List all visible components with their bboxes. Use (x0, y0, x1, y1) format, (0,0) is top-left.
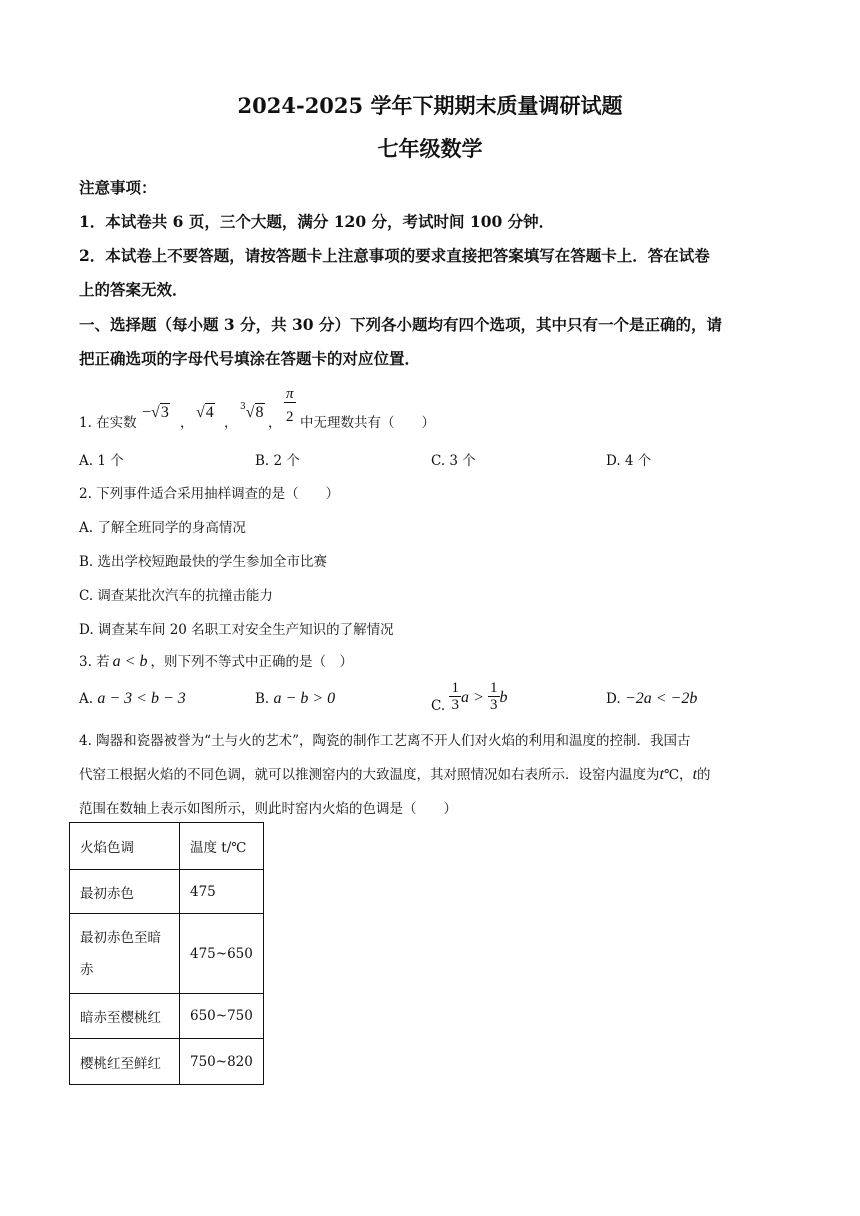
table-row (70, 1039, 264, 1085)
expr-cbrt8: $^3$√8 (240, 401, 264, 421)
table-cell: 最初赤色至暗赤 (70, 914, 180, 994)
q2-option-c: C. 调查某批次汽车的抗撞击能力 (79, 588, 273, 604)
q1-option-b: B. 2 个 (255, 453, 300, 469)
q2-option-b: B. 选出学校短跑最快的学生参加全市比赛 (79, 554, 328, 570)
table-cell: 475 (180, 870, 264, 914)
table-row (70, 914, 264, 994)
section-1-heading-line2: 把正确选项的字母代号填涂在答题卡的对应位置． (79, 349, 421, 368)
notice-heading: 注意事项： (79, 178, 157, 197)
flame-temperature-table (69, 822, 264, 1085)
q3-option-b: B. a − b > 0 (255, 690, 336, 707)
q1-option-a: A. 1 个 (79, 453, 124, 469)
table-cell: 650~750 (180, 994, 264, 1039)
notice-item-2-line1: 2．本试卷上不要答题，请按答题卡上注意事项的要求直接把答案填写在答题卡上．答在试卷 (79, 246, 710, 265)
section-1-heading-line1: 一、选择题（每小题 3 分，共 30 分）下列各小题均有四个选项，其中只有一个是正确的，请 (79, 315, 722, 334)
question-2-stem: 2. 下列事件适合采用抽样调查的是（ ） (79, 486, 340, 502)
table-header-cell: 温度 t/℃ (180, 823, 264, 870)
notice-item-1: 1．本试卷共 6 页，三个大题，满分 120 分，考试时间 100 分钟． (79, 212, 555, 231)
table-header-row (70, 823, 264, 870)
table-cell: 暗赤至樱桃红 (70, 994, 180, 1039)
table-row (70, 994, 264, 1039)
q3-option-d: D. −2a < −2b (606, 690, 698, 707)
q3-option-a: A. a − 3 < b − 3 (79, 690, 186, 707)
q1-option-d: D. 4 个 (606, 453, 652, 469)
q2-option-d: D. 调查某车间 20 名职工对安全生产知识的了解情况 (79, 622, 394, 638)
page-subtitle: 七年级数学 (377, 136, 483, 161)
table-cell: 750~820 (180, 1039, 264, 1085)
table-row (70, 870, 264, 914)
page-title: 2024-2025 学年下期期末质量调研试题 (237, 93, 623, 118)
table-cell: 樱桃红至鲜红 (70, 1039, 180, 1085)
question-4-line3: 范围在数轴上表示如图所示，则此时窑内火焰的色调是（ ） (79, 801, 457, 817)
question-4-line1: 4. 陶器和瓷器被誉为“土与火的艺术”，陶瓷的制作工艺离不开人们对火焰的利用和温度的控制．我国古 (79, 733, 691, 749)
q2-option-a: A. 了解全班同学的身高情况 (79, 520, 246, 536)
expr-neg-sqrt3: −√3 (142, 404, 169, 421)
expr-sqrt4: √4 (196, 404, 214, 421)
table-cell: 475~650 (180, 914, 264, 994)
table-header-cell: 火焰色调 (70, 823, 180, 870)
question-3-stem: 3. 若 a < b ，则下列不等式中正确的是（ ） (79, 653, 353, 670)
q1-option-c: C. 3 个 (431, 453, 476, 469)
notice-item-2-line2: 上的答案无效． (79, 280, 188, 299)
expr-pi-over-2: $\frac{\pi}{2}$ (286, 386, 294, 425)
table-cell: 最初赤色 (70, 870, 180, 914)
question-4-line2: 代窑工根据火焰的不同色调，就可以推测窑内的大致温度，其对照情况如右表所示．设窑内温度为t℃，t的 (79, 766, 711, 783)
q3-option-c: C. $\frac{1}{3}$ a > $\frac{1}{3}$ b (431, 680, 508, 714)
exam-page: 2024-2025 学年下期期末质量调研试题 七年级数学 注意事项： 1．本试卷共 6 页，三个大题，满分 120 分，考试时间 100 分钟． 2．本试卷上不要答题，请按答题卡上注意事项的要求直接把答案填写在答题卡上．答在试卷 上的答案无效． 一、选择题（每小题 3 分，共 30 分）下列各小题均有四个选项，其中只有一个是正确的，请 把正确选项的字母代号填涂在答题卡的对应位置． 1. 在实数 −√3 ， √4 ， $^3$√8 ， $\frac{\pi}{2}$ 中无理数共有（ ） A. 1 个 B. 2 个 C. 3 个 D. 4 个 2. 下列事件适合采用抽样调查的是（ ） A. 了解全班同学的身高情况 B. 选出学校短跑最快的学生参加全市比赛 C. 调查某批次汽车的抗撞击能力 D. 调查某车间 20 名职工对安全生产知识的了解情况 3. 若 a < b ，则下列不等式中正确的是（ ） A. a − 3 < b − 3 B. a − b > 0 C. $\frac{1}{3}$ a > $\frac{1}{3}$ b D. −2a < −2b 4. 陶器和瓷器被誉为“土与火的艺术”，陶瓷的制作工艺离不开人们对火焰的利用和温度的控制．我国古 代窑工根据火焰的不同色调，就可以推测窑内的大致温度，其对照情况如右表所示．设窑内温度为t℃，t的 范围在数轴上表示如图所示，则此时窑内火焰的色调是（ ） 火焰色调 温度 t/℃ 最初赤色 475 最初赤色至暗赤 475~650 暗赤至樱桃红 650~750 樱桃红至鲜红 750~820 (0, 0, 860, 1216)
